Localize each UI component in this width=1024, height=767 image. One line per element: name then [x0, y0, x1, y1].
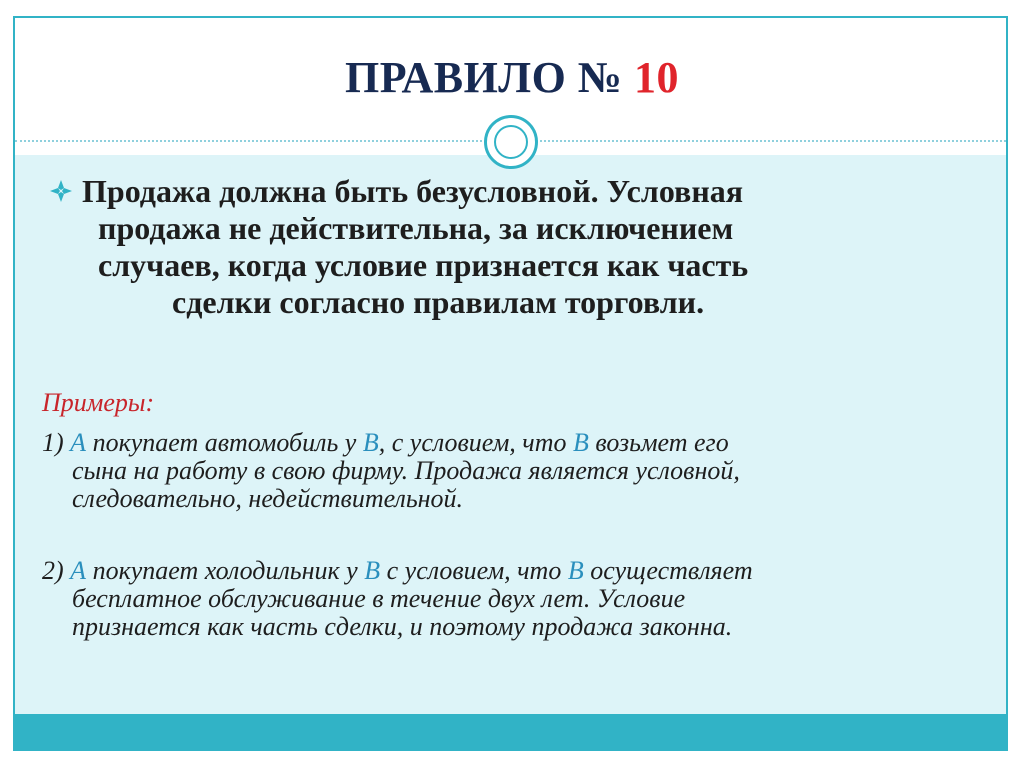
example-2-number: 2) [42, 556, 71, 585]
main-line-4: сделки согласно правилам торговли. [172, 284, 705, 320]
example-2-line-2: бесплатное обслуживание в течение двух лет. Условие [72, 584, 686, 613]
main-line-1: Продажа должна быть безусловной. Условная [82, 173, 744, 209]
example-1-line-2: сына на работу в свою фирму. Продажа является условной, [72, 456, 740, 485]
example-2-b2: В [567, 556, 584, 585]
example-2-b: В [364, 556, 381, 585]
example-2-line-3: признается как часть сделки, и поэтому продажа законна. [72, 612, 733, 641]
title-prefix: ПРАВИЛО № [344, 53, 635, 102]
example-1-text-1: покупает автомобиль у [86, 428, 363, 457]
example-2-text-1: покупает холодильник у [86, 556, 365, 585]
main-line-3: случаев, когда условие признается как часть [98, 247, 749, 283]
example-2-text-2: с условием, что [380, 556, 568, 585]
example-1-text-3: возьмет его [588, 428, 729, 457]
ring-ornament-icon [484, 115, 538, 169]
example-1-number: 1) [42, 428, 71, 457]
diamond-bullet-icon [48, 178, 74, 204]
example-2-line-1 [42, 556, 753, 585]
example-1-line-3: следовательно, недействительной. [72, 484, 464, 513]
main-line-2: продажа не действительна, за исключением [98, 210, 734, 246]
examples-heading: Примеры: [42, 388, 155, 417]
example-2-text-3: осуществляет [583, 556, 753, 585]
example-1-b2: В [572, 428, 589, 457]
example-2-a: А [70, 556, 87, 585]
ring-inner [494, 125, 528, 159]
example-1-line-1 [42, 428, 729, 457]
slide-title [0, 52, 1024, 103]
example-1-a: А [70, 428, 87, 457]
example-1-b: В [362, 428, 379, 457]
title-number: 10 [634, 53, 680, 102]
example-1-text-2: , с условием, что [378, 428, 573, 457]
